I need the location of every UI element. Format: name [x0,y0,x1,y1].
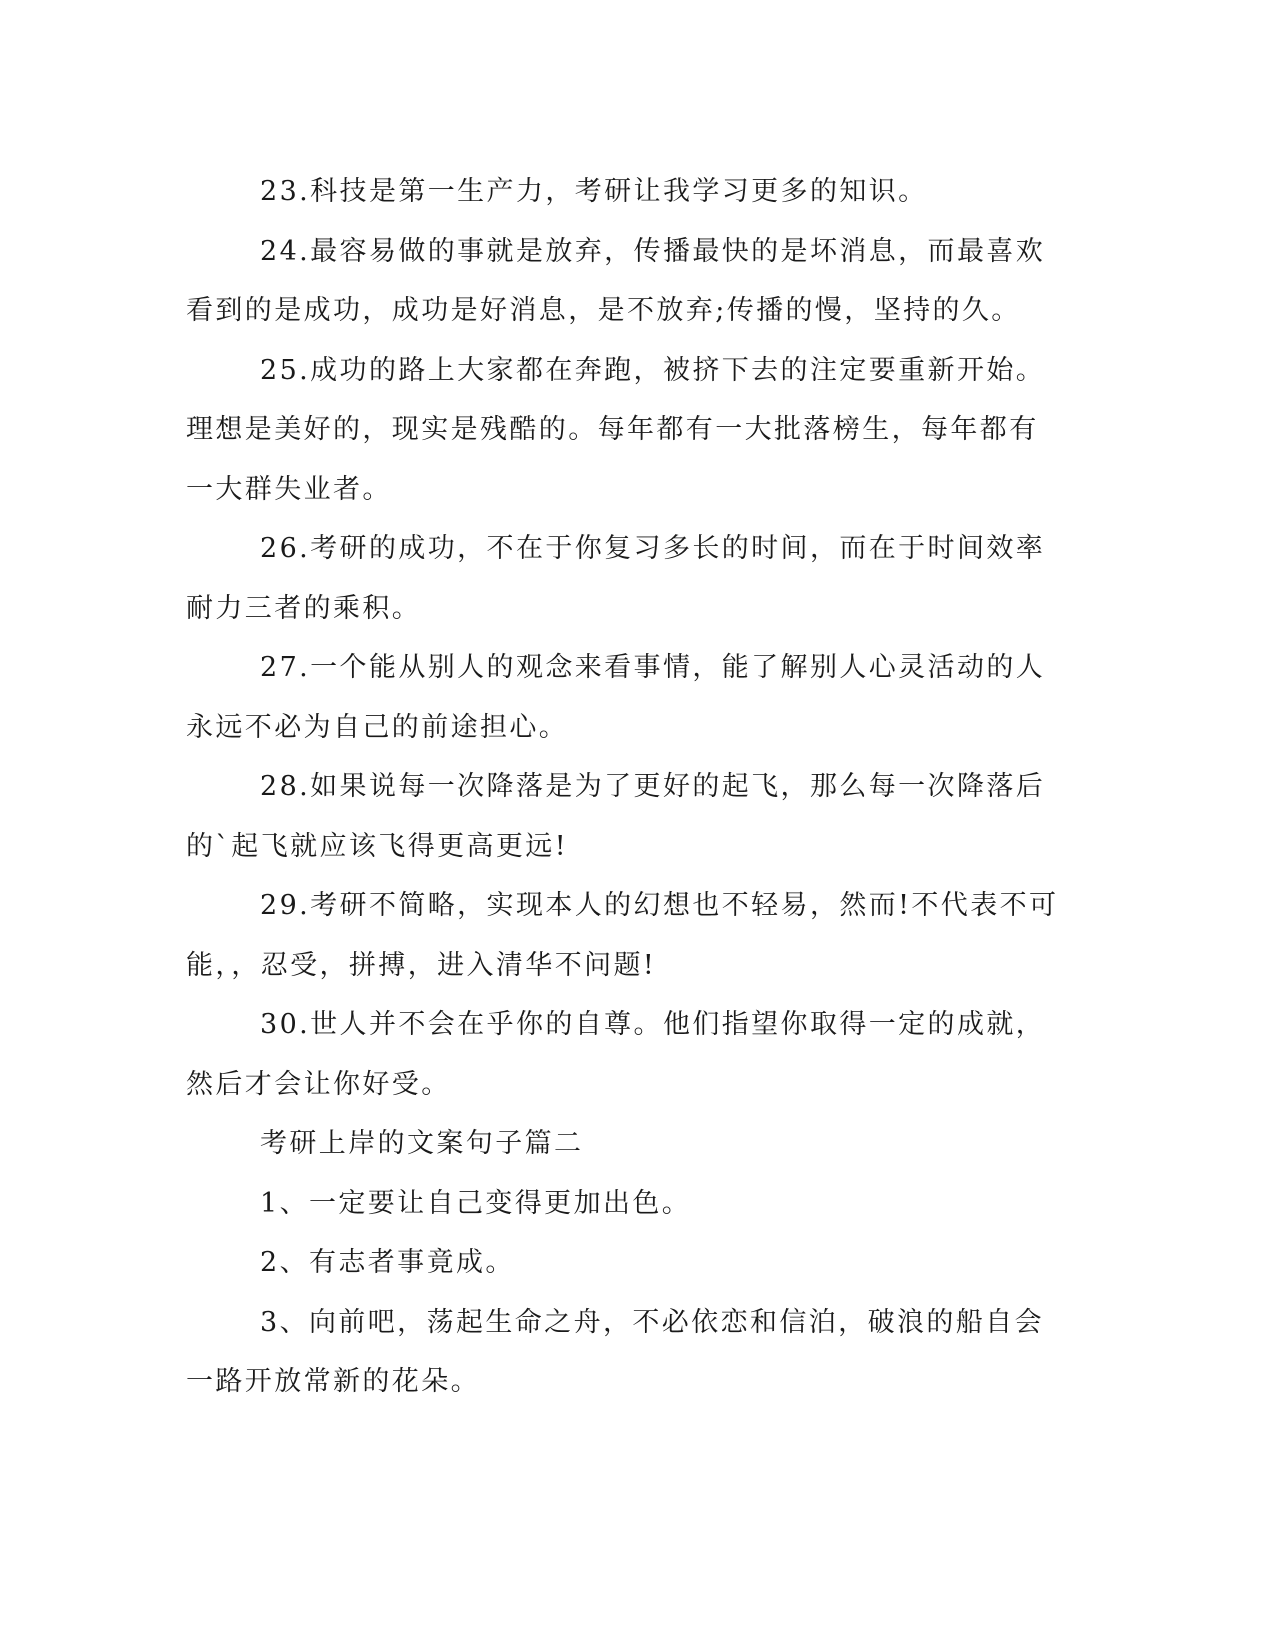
paragraph-28: 28.如果说每一次降落是为了更好的起飞，那么每一次降落后的`起飞就应该飞得更高更远! [186,771,1046,862]
section-heading: 考研上岸的文案句子篇二 [260,1128,584,1159]
paragraph-23: 23.科技是第一生产力，考研让我学习更多的知识。 [260,176,928,207]
list-item-2: 2、有志者事竟成。 [260,1247,515,1278]
paragraph-27: 27.一个能从别人的观念来看事情，能了解别人心灵活动的人永远不必为自己的前途担心。 [186,652,1046,743]
list-item-3: 3、向前吧，荡起生命之舟，不必依恋和信泊，破浪的船自会一路开放常新的花朵。 [186,1306,1044,1397]
paragraph-29: 29.考研不简略，实现本人的幻想也不轻易，然而!不代表不可能，，忍受，拼搏，进入清华不问题! [186,890,1059,981]
document-body [186,162,1066,1412]
paragraph-25: 25.成功的路上大家都在奔跑，被挤下去的注定要重新开始。理想是美好的，现实是残酷的。每年都有一大批落榜生，每年都有一大群失业者。 [186,354,1046,505]
paragraph-30: 30.世人并不会在乎你的自尊。他们指望你取得一定的成就，然后才会让你好受。 [186,1009,1046,1100]
list-item-1: 1、一定要让自己变得更加出色。 [260,1187,692,1219]
paragraph-24: 24.最容易做的事就是放弃，传播最快的是坏消息，而最喜欢看到的是成功，成功是好消息，是不放弃;传播的慢，坚持的久。 [186,235,1046,326]
paragraph-26: 26.考研的成功，不在于你复习多长的时间，而在于时间效率耐力三者的乘积。 [186,533,1046,624]
